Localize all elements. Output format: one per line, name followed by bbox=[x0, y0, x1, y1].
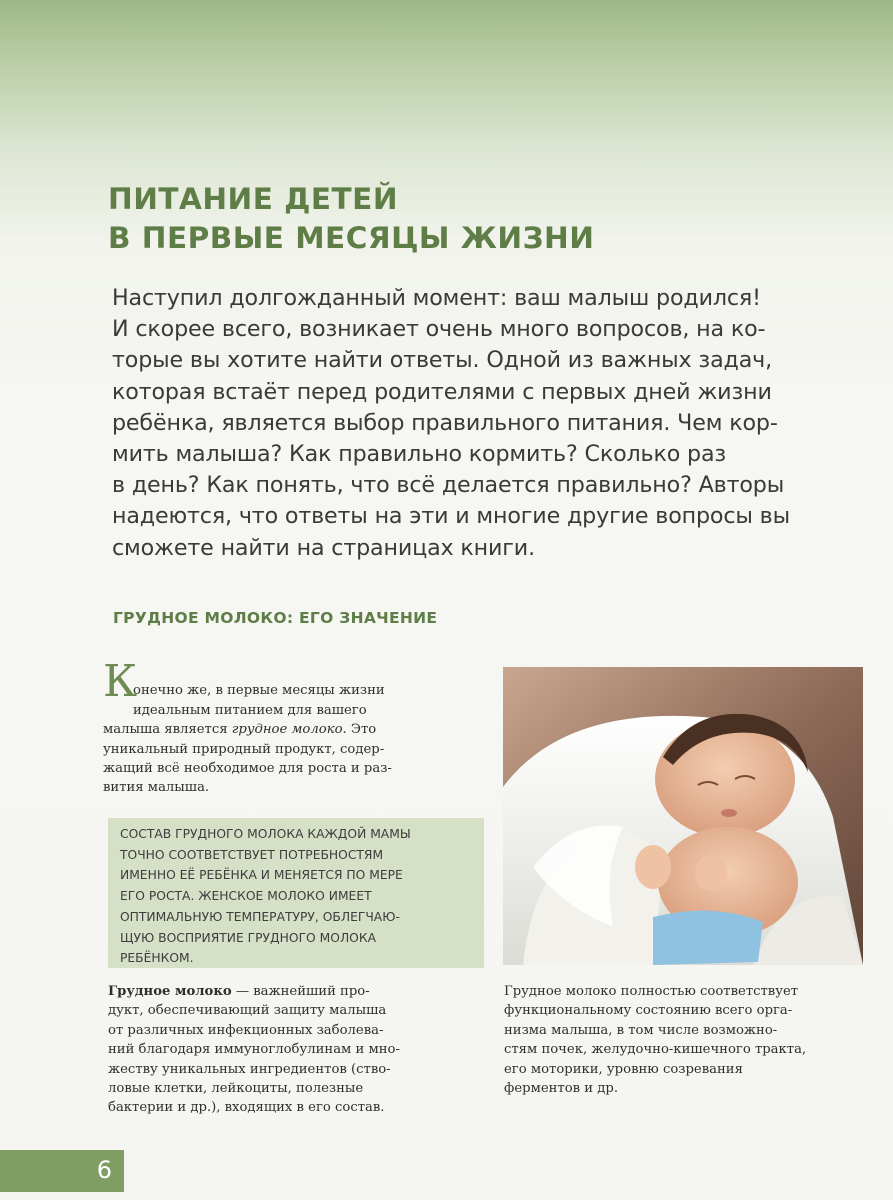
paragraph-1 bbox=[103, 656, 483, 817]
photo-caption: Грудное молоко полностью соответствует функциональному состоянию всего орга- низма малыша, в том числе возможно- стям почек, желудочно-кишечного тракта, его моторики, уровню созревания ферментов и др. bbox=[504, 984, 807, 1097]
bold-breast-milk: Грудное молоко bbox=[108, 984, 232, 999]
intro-paragraph: Наступил долгожданный момент: ваш малыш родился! И скорее всего, возникает очень много вопросов, на ко- торые вы хотите найти ответы. Одной из важных задач, которая встаёт перед родителями с первых дней жизни ребёнка, является выбор правильного питания. Чем кор- мить малыша? Как правильно кормить? Сколько раз в день? Как понять, что всё делается правильно? Авторы надеются, что ответы на эти и многие другие вопросы вы сможете найти на страницах книги. bbox=[112, 285, 790, 561]
page-title-line-1: ПИТАНИЕ ДЕТЕЙ bbox=[108, 182, 399, 216]
page-number: 6 bbox=[96, 1156, 112, 1184]
page-title bbox=[108, 180, 594, 258]
paragraph-1-text: малыша является bbox=[103, 722, 232, 738]
page-title-line-2: В ПЕРВЫЕ МЕСЯЦЫ ЖИЗНИ bbox=[108, 221, 595, 255]
paragraph-2-text: — важнейший про- дукт, обеспечивающий защиту малыша от различных инфекционных заболева- ний благодаря иммуноглобулинам и мно- жеству уникальных ингредиентов (ство- ловые клетки, лейкоциты, полезные бактерии и др.), входящих в его состав. bbox=[108, 984, 400, 1116]
callout-box bbox=[108, 818, 484, 968]
paragraph-1-text-end: . Это уникальный природный продукт, содер- жащий всё необходимое для роста и раз- вития малыша. bbox=[103, 722, 392, 796]
section-heading: ГРУДНОЕ МОЛОКО: ЕГО ЗНАЧЕНИЕ bbox=[113, 609, 438, 627]
paragraph-2 bbox=[108, 982, 488, 1118]
baby-photo bbox=[503, 667, 863, 965]
paragraph-1-lead: онечно же, в первые месяцы жизни идеальным питанием для вашего bbox=[133, 683, 385, 718]
callout-text: СОСТАВ ГРУДНОГО МОЛОКА КАЖДОЙ МАМЫ ТОЧНО СООТВЕТСТВУЕТ ПОТРЕБНОСТЯМ ИМЕННО ЕЁ РЕБЁНКА И МЕНЯЕТСЯ ПО МЕРЕ ЕГО РОСТА. ЖЕНСКОЕ МОЛОКО ИМЕЕТ ОПТИМАЛЬНУЮ ТЕМПЕРАТУРУ, ОБЛЕГЧАЮ- ЩУЮ ВОСПРИЯТИЕ ГРУДНОГО МОЛОКА РЕБЁНКОМ. bbox=[120, 827, 411, 966]
page-number-box bbox=[0, 1150, 124, 1192]
emphasis-breast-milk: грудное молоко bbox=[231, 722, 343, 738]
baby-photo-illustration bbox=[503, 667, 863, 965]
drop-cap: К bbox=[103, 656, 138, 707]
